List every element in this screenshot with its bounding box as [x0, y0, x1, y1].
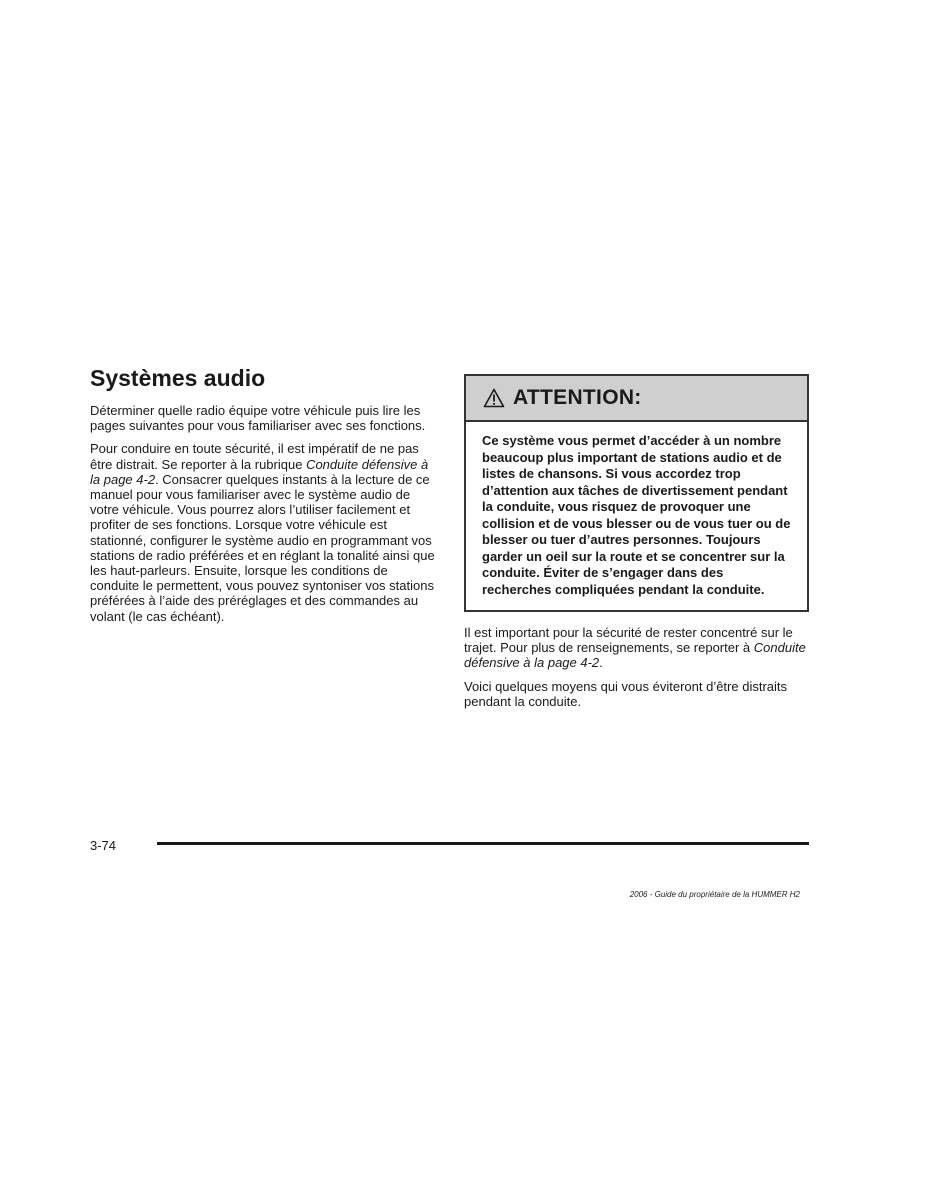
caution-body: Ce système vous permet d’accéder à un nombre beaucoup plus important de stations audio et de listes de chansons. Si vous accordez trop d’attention aux tâches de divertissement pendant la conduite, vous risquez de provoquer une collision et de vous blesser ou de vous tuer ou de blesser ou tuer d’autres personnes. Toujours garder un oeil sur la route et se concentrer sur la conduite. Éviter de s’engager dans des recherches compliquées pendant la conduite. — [482, 433, 791, 597]
defensive-driving-reference-link-2[interactable]: Conduite défensive à la page 4-2 — [464, 640, 806, 671]
concentration-paragraph — [464, 625, 809, 671]
left-column — [90, 364, 436, 632]
concentration-paragraph-text-1: Il est important pour la sécurité de rester concentré sur le trajet. Pour plus de renseignements, se reporter à — [464, 625, 793, 656]
page-number: 3-74 — [90, 838, 117, 853]
defensive-driving-reference-link[interactable]: Conduite défensive à la page 4-2 — [90, 456, 429, 487]
safety-paragraph-text-2: . Consacrer quelques instants à la lecture de ce manuel pour vous familiariser avec le système audio de votre véhicule. Vous pourrez alors l’utiliser facilement et profiter de ses fonctions. Lorsque votre véhicule est stationné, configurer le système audio en programmant vos stations de radio préférées et en réglant la tonalité ainsi que les haut-parleurs. Ensuite, lorsque les conditions de conduite le permettent, vous pouvez syntoniser vos stations préférées à l’aide des préréglages et des commandes au volant (le cas échéant). — [90, 471, 435, 624]
safety-paragraph — [90, 441, 436, 623]
concentration-paragraph-text-2: . — [599, 655, 603, 671]
footer-note: 2006 - Guide du propriétaire de la HUMMER H2 — [629, 890, 800, 899]
safety-paragraph-text-1: Pour conduire en toute sécurité, il est impératif de ne pas être distrait. Se reporter à la rubrique — [90, 441, 419, 472]
intro-paragraph: Déterminer quelle radio équipe votre véhicule puis lire les pages suivantes pour vous familiariser avec ses fonctions. — [90, 403, 426, 434]
distraction-tips-paragraph: Voici quelques moyens qui vous éviteront d’être distraits pendant la conduite. — [464, 678, 788, 709]
caution-header — [466, 376, 807, 422]
footer-divider — [157, 842, 809, 845]
right-column — [464, 374, 809, 717]
caution-box — [464, 374, 809, 612]
warning-triangle-icon — [483, 388, 505, 408]
section-title: Systèmes audio — [90, 365, 266, 391]
caution-title: ATTENTION: — [513, 386, 642, 409]
after-caution-text — [464, 625, 809, 709]
